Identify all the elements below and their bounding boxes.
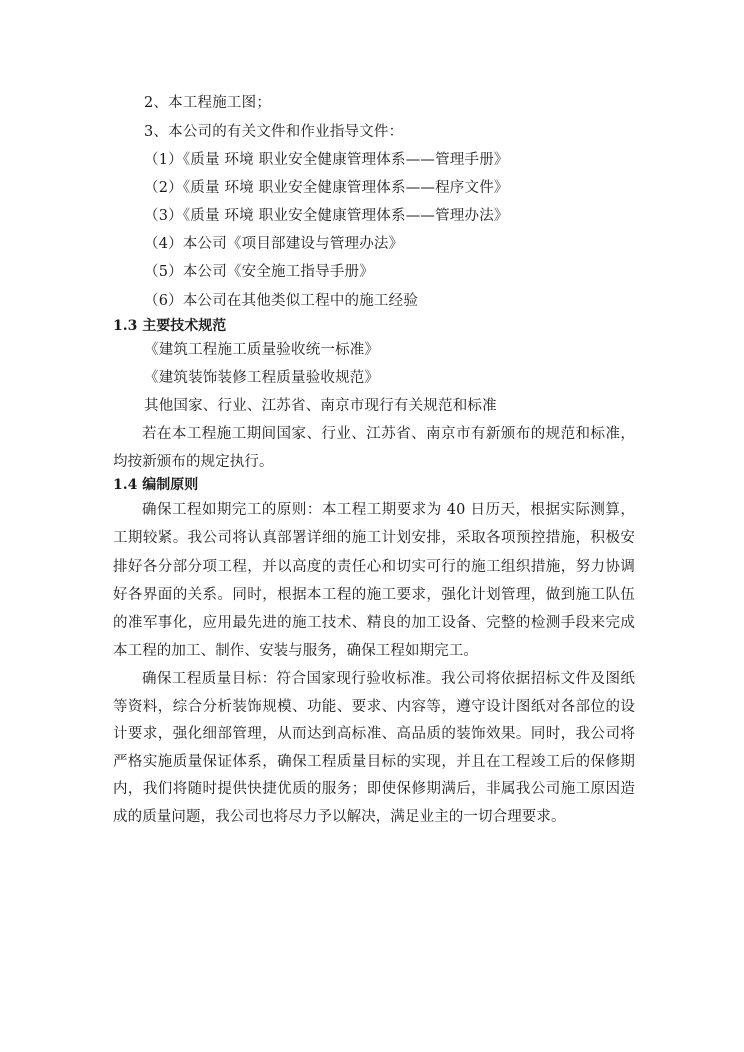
quality-target-paragraph: 确保工程质量目标：符合国家现行验收标准。我公司将依据招标文件及图纸等资料，综合分析装饰规模、功能、要求、内容等，遵守设计图纸对各部位的设计要求，强化细部管理，从而达到高标准、高品质的装饰效果。同时，我公司将严格实施质量保证体系，确保工程质量目标的实现，并且在工程竣工后的保修期内，我们将随时提供快捷优质的服务；即使保修期满后，非属我公司施工原因造成的质量问题，我公司也将尽力予以解决，满足业主的一切合理要求。 [113, 671, 635, 825]
list-item: （1）《质量 环境 职业安全健康管理体系——管理手册》 [144, 152, 509, 168]
list-item: 2、本工程施工图； [144, 95, 272, 111]
list-item: （5）本公司《安全施工指导手册》 [144, 264, 374, 280]
list-item: （2）《质量 环境 职业安全健康管理体系——程序文件》 [144, 180, 509, 196]
list-item: 3、本公司的有关文件和作业指导文件： [144, 124, 404, 140]
list-item: （6）本公司在其他类似工程中的施工经验 [144, 293, 419, 309]
section-heading-1-4: 1.4 编制原则 [113, 477, 199, 493]
regulation-note-paragraph: 若在本工程施工期间国家、行业、江苏省、南京市有新颁布的规范和标准，均按新颁布的规定执行。 [113, 426, 635, 470]
standard-item: 其他国家、行业、江苏省、南京市现行有关规范和标准 [144, 398, 497, 414]
standard-item: 《建筑工程施工质量验收统一标准》 [144, 342, 380, 358]
list-item: （4）本公司《项目部建设与管理办法》 [144, 236, 404, 252]
section-heading-1-3: 1.3 主要技术规范 [113, 318, 227, 334]
schedule-principle-paragraph: 确保工程如期完工的原则：本工程工期要求为 40 日历天，根据实际测算，工期较紧。我公司将认真部署详细的施工计划安排，采取各项预控措施，积极安排好各分部分项工程，并以高度的责任心和切实可行的施工组织措施，努力协调好各界面的关系。同时，根据本工程的施工要求，强化计划管理，做到施工队伍的准军事化，应用最先进的施工技术、精良的加工设备、完整的检测手段来完成本工程的加工、制作、安装与服务，确保工程如期完工。 [113, 502, 635, 660]
list-item: （3）《质量 环境 职业安全健康管理体系——管理办法》 [144, 208, 509, 224]
standard-item: 《建筑装饰装修工程质量验收规范》 [144, 370, 380, 386]
